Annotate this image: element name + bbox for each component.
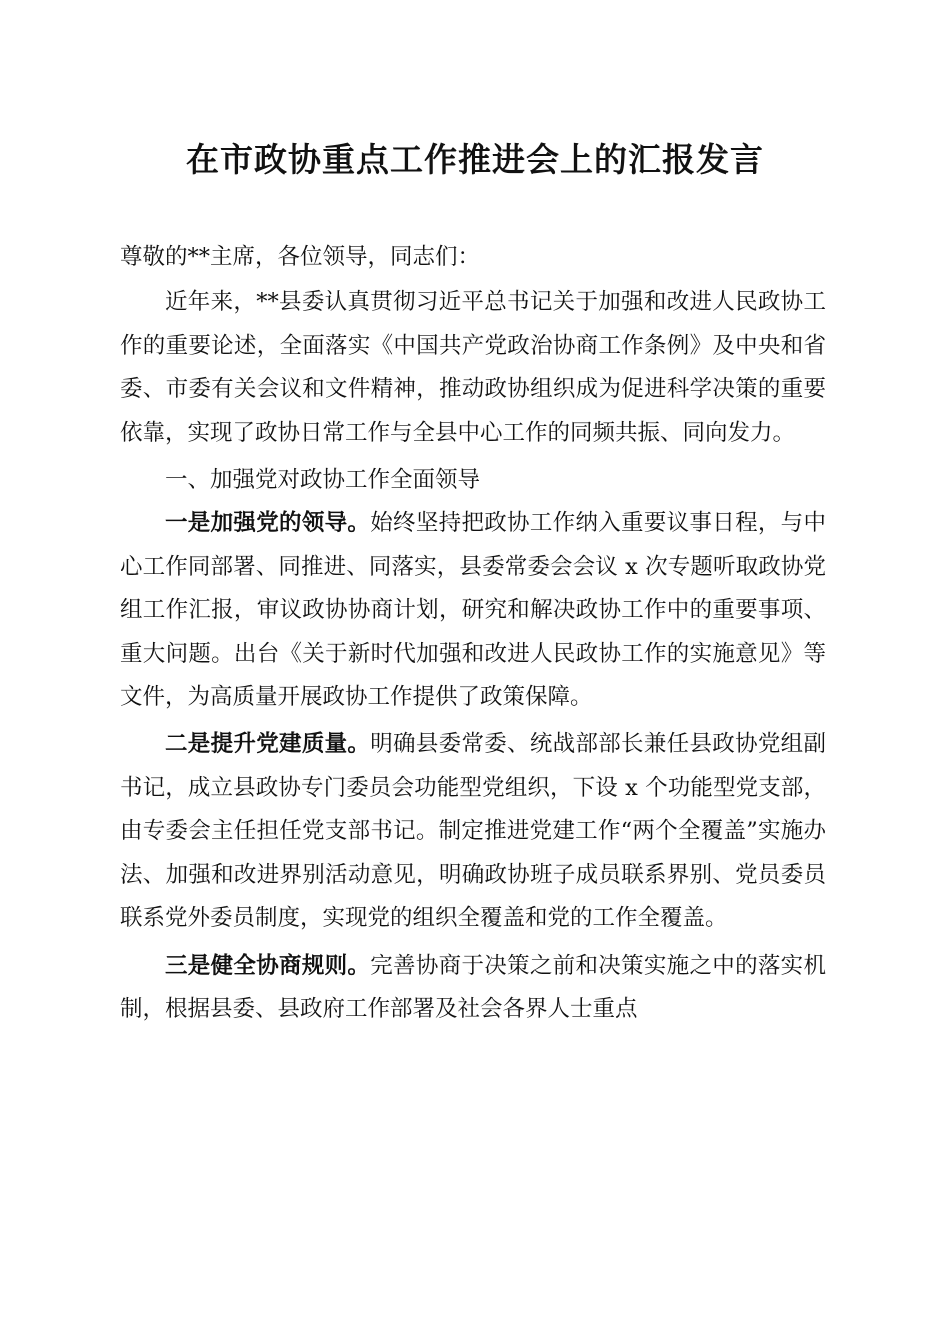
intro-paragraph: 近年来，**县委认真贯彻习近平总书记关于加强和改进人民政协工作的重要论述，全面落实《中国共产党政治协商工作条例》及中央和省委、市委有关会议和文件精神，推动政协组织成为促进科学决策的重要依靠，实现了政协日常工作与全县中心工作的同频共振、同向发力。 — [120, 289, 826, 446]
section-heading: 一、加强党对政协工作全面领导 — [165, 467, 481, 494]
paragraph-2 — [120, 723, 826, 940]
paragraph-text: 完善协商于决策之前和决策实施之中的落实机制，根据县委、县政府工作部署及社会各界人士重点 — [120, 952, 826, 1022]
paragraph-lead: 三是健全协商规则。 — [165, 952, 371, 979]
paragraph-lead: 二是提升党建质量。 — [165, 731, 371, 758]
document-title: 在市政协重点工作推进会上的汇报发言 — [186, 140, 764, 179]
paragraph-text: 始终坚持把政协工作纳入重要议事日程，与中心工作同部署、同推进、同落实，县委常委会会议 x 次专题听取政协党组工作汇报，审议政协协商计划，研究和解决政协工作中的重要事项、重大问题。出台《关于新时代加强和改进人民政协工作的实施意见》等文件，为高质量开展政协工作提供了政策保障。 — [120, 510, 826, 711]
paragraph-text: 明确县委常委、统战部部长兼任县政协党组副书记，成立县政协专门委员会功能型党组织，下设 x 个功能型党支部，由专委会主任担任党支部书记。制定推进党建工作“两个全覆盖”实施办法、加强和改进界别活动意见，明确政协班子成员联系界别、党员委员联系党外委员制度，实现党的组织全覆盖和党的工作全覆盖。 — [120, 731, 826, 932]
paragraph-1 — [120, 502, 826, 719]
document-body — [120, 236, 826, 1031]
paragraph-lead: 一是加强党的领导。 — [165, 510, 371, 537]
salutation: 尊敬的**主席，各位领导，同志们： — [120, 244, 481, 270]
paragraph-3 — [120, 945, 826, 1032]
